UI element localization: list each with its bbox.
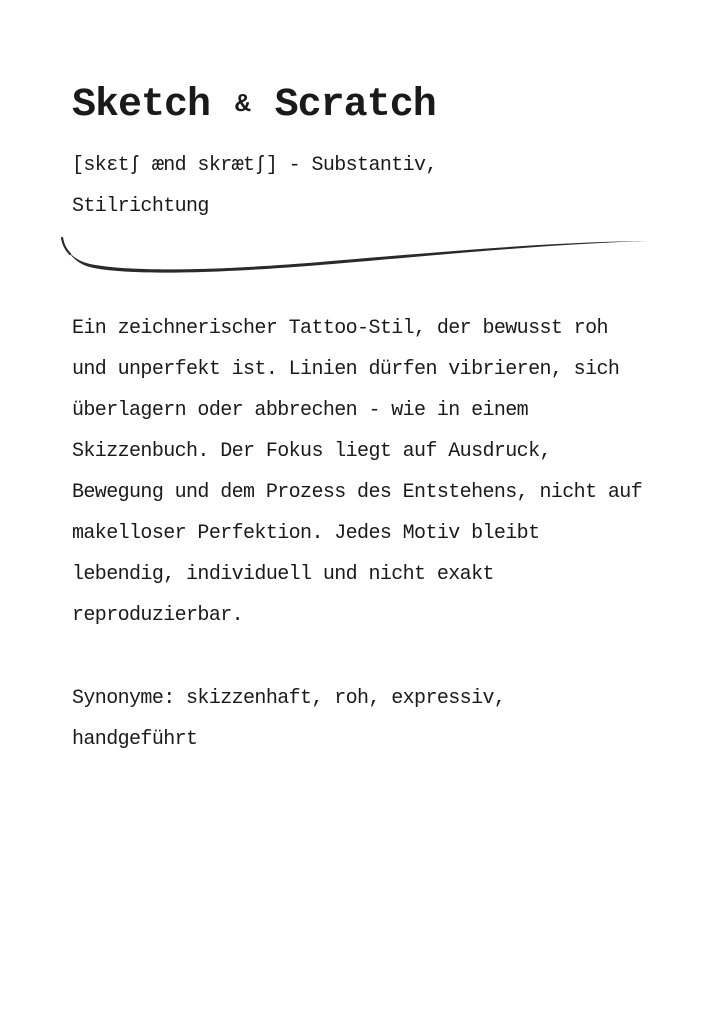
entry-title-word-scratch: Scratch (274, 83, 436, 128)
dictionary-entry-page (72, 0, 672, 1024)
brush-stroke-tail (62, 238, 70, 254)
entry-title-ampersand: & (235, 89, 250, 119)
brush-stroke-divider (60, 232, 650, 277)
definition-text: Ein zeichnerischer Tattoo-Stil, der bewusst roh und unperfekt ist. Linien dürfen vibrieren, sich überlagern oder abbrechen - wie in einem Skizzenbuch. Der Fokus liegt auf Ausdruck, Bewegung und dem Prozess des Entstehens, nicht auf makelloser Perfektion. Jedes Motiv bleibt lebendig, individuell und nicht exakt reproduzierbar. (72, 317, 643, 627)
entry-title-word-sketch: Sketch (72, 83, 211, 128)
entry-title (72, 78, 436, 132)
brush-stroke-path (62, 238, 648, 273)
pronunciation-and-word-class: [skɛtʃ ænd skrætʃ] - Substantiv, Stilrichtung (72, 154, 437, 218)
synonyms-text: Synonyme: skizzenhaft, roh, expressiv, handgeführt (72, 687, 506, 751)
